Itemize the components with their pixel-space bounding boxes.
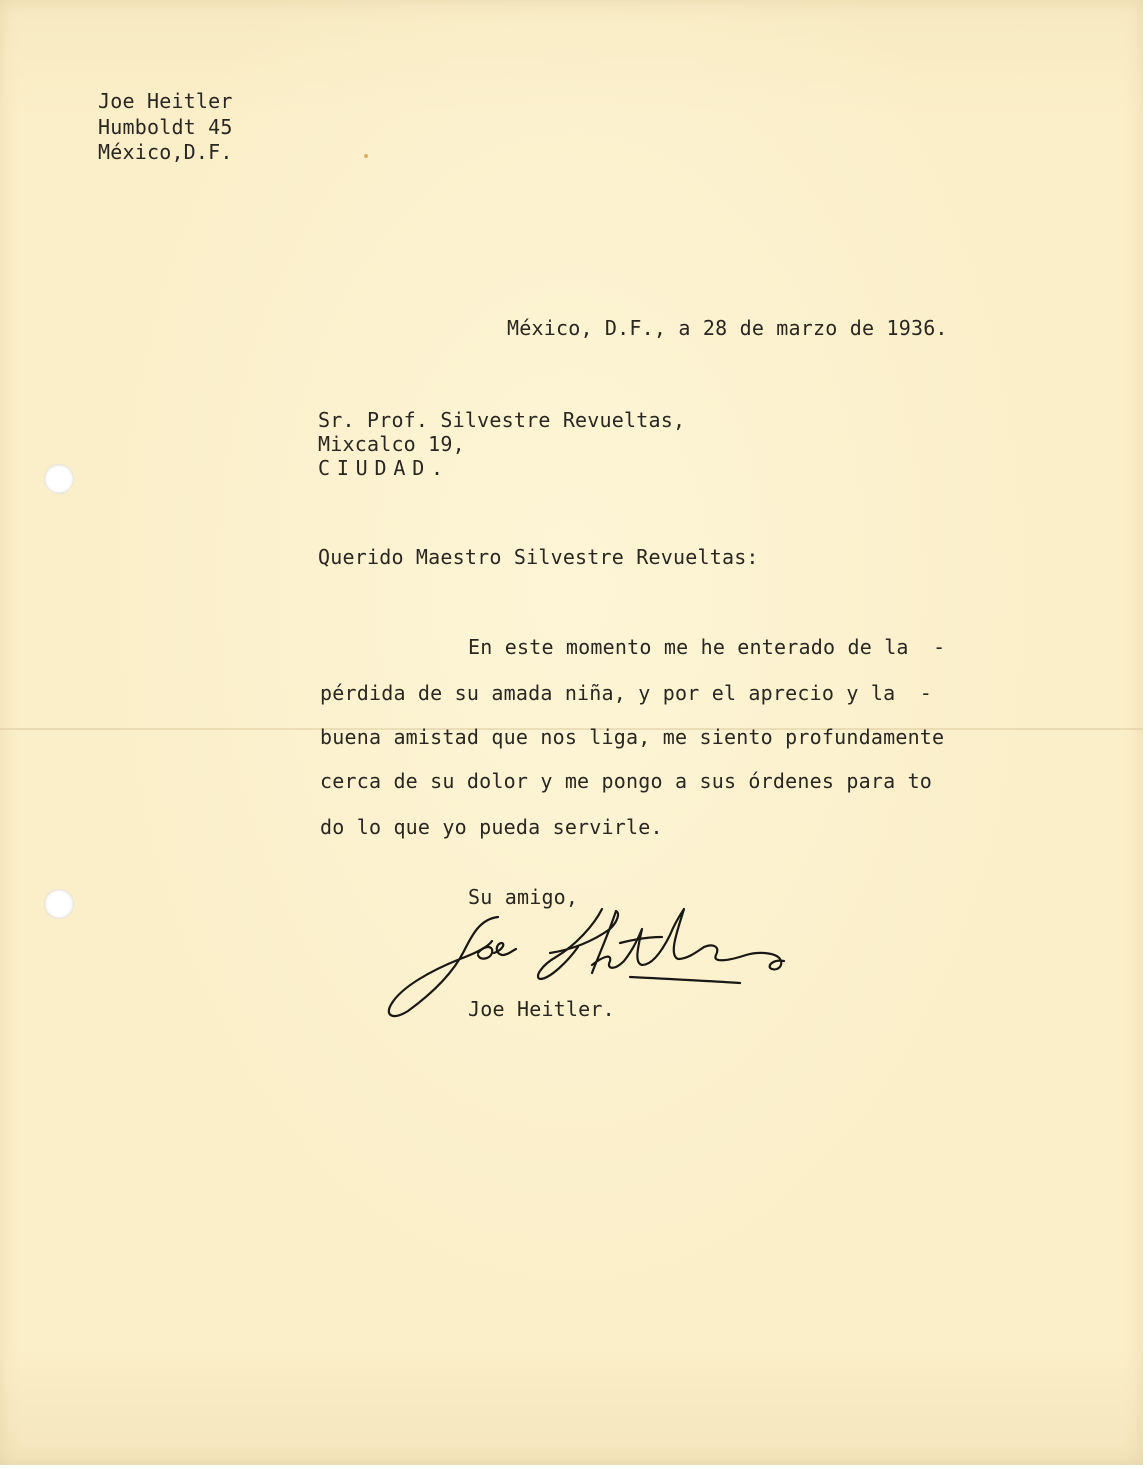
sender-city: México,D.F. [98,140,233,164]
closing: Su amigo, [468,885,579,909]
paper-speck [364,154,368,158]
signature-stroke [630,977,740,983]
signature-stroke [538,909,602,979]
date-line: México, D.F., a 28 de marzo de 1936. [507,316,948,340]
recipient-city: CIUDAD. [318,456,450,480]
body-line: do lo que yo pueda servirle. [320,815,663,839]
sender-name: Joe Heitler [98,89,233,113]
sender-street: Humboldt 45 [98,115,233,139]
body-line: En este momento me he enterado de la - [468,635,946,659]
signature-stroke [704,945,784,969]
signature-stroke [620,937,662,943]
body-line: cerca de su dolor y me pongo a sus órdenes para to [320,769,933,793]
signature-stroke [478,947,492,959]
body-line: pérdida de su amada niña, y por el aprecio y la - [320,681,933,705]
body-line: buena amistad que nos liga, me siento profundamente [320,725,945,749]
typed-signature: Joe Heitler. [468,997,615,1021]
signature-stroke [550,911,618,973]
punch-hole-top [44,464,74,494]
salutation: Querido Maestro Silvestre Revueltas: [318,545,759,569]
signature-stroke [494,943,516,955]
punch-hole-bottom [44,889,74,919]
recipient-name: Sr. Prof. Silvestre Revueltas, [318,408,686,432]
recipient-street: Mixcalco 19, [318,432,465,456]
